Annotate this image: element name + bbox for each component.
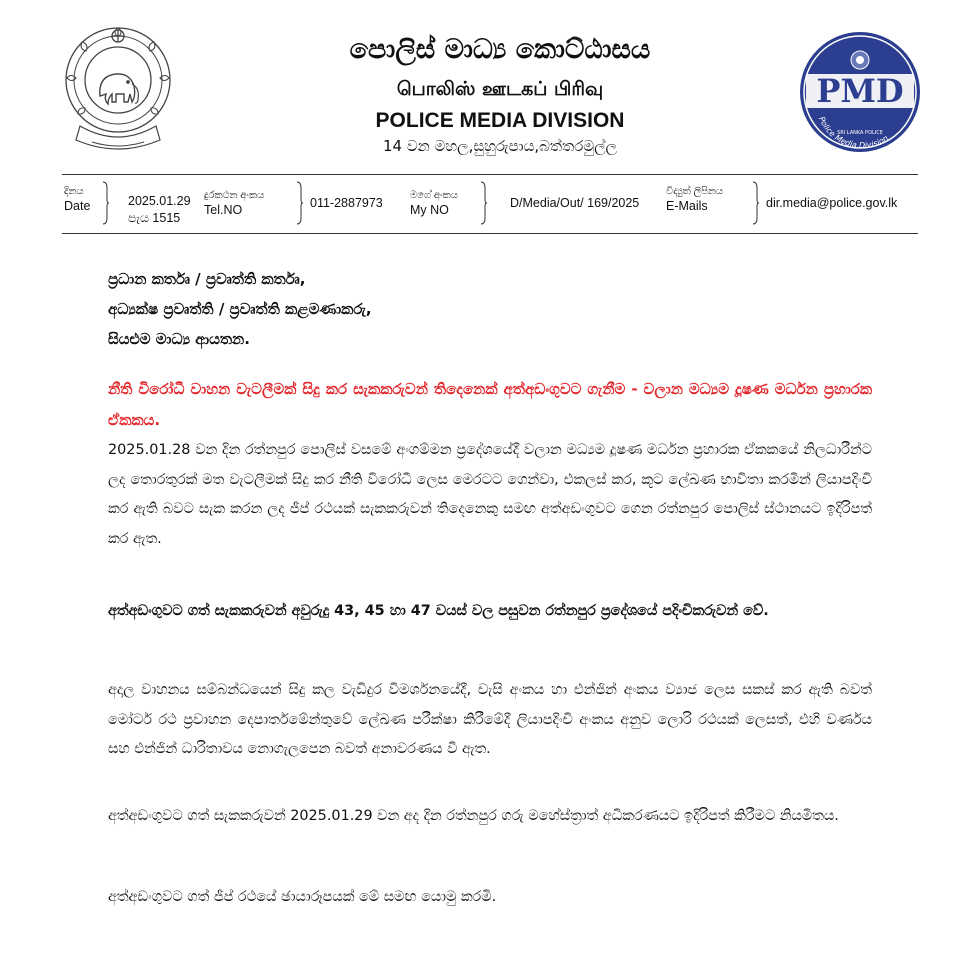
body-paragraph: අත්අඩංගුවට ගත් සැකකරුවන් අවුරුදු 43, 45 හා 47 වයස් වල පසුවන රත්නපුර ප්‍රදේශයේ පදිංචිකරුවන් වේ.	[108, 603, 769, 619]
brace-icon	[480, 181, 487, 225]
pmd-logo-text: PMD	[816, 72, 904, 110]
police-seal-elephant-icon	[58, 18, 178, 158]
brace-icon	[296, 181, 303, 225]
header-title-tamil: பொலிஸ் ஊடகப் பிரிவு	[396, 78, 604, 100]
pmd-logo-icon	[798, 30, 922, 154]
header-title-english: POLICE MEDIA DIVISION	[375, 109, 625, 132]
body-paragraph: අත්අඩංගුවට ගත් ජීප් රථයේ ඡායාරූපයක් මේ සමඟ යොමු කරමි.	[108, 889, 497, 905]
recipient-line: ප්‍රධාන කර්තෘ / ප්‍රවෘත්ති කර්තෘ,	[108, 270, 306, 288]
recipient-line: අධ්‍යක්ෂ ප්‍රවෘත්ති / ප්‍රවෘත්ති කළමණාකරු,	[108, 300, 372, 318]
date-value: 2025.01.29	[128, 194, 191, 208]
email-label-en: E-Mails	[666, 199, 708, 213]
myno-label	[410, 189, 458, 219]
reference-bar	[62, 174, 918, 234]
tel-label	[204, 189, 264, 219]
body-paragraph: අදාල වාහනය සම්බන්ධයෙන් සිදු කල වැඩිදුර විමර්ශනයේදී, චැසි අංකය හා එන්ජින් අංකය ව්‍යාජ ලෙස සකස් කර ඇති බවත් මෝටර් රථ ප්‍රවාහන දෙපාර්තමේන්තුවේ ලේඛණ පරීක්ෂා කිරීමේදී ලියාපදිංචි අංකය අනුව ලොරි රථයක් ලෙසත්, එහි වර්ණය සහ එන්ජින් ධාරිතාවය නොගැලපෙන බවත් අනාවරණය වී ඇත.	[108, 682, 872, 757]
body-paragraph: 2025.01.28 වන දින රත්නපුර පොලිස් වසමේ අංගම්මන ප්‍රදේශයේදී වලාන මධ්‍යම දූෂණ මර්ධන ප්‍රහාරක ඒකකයේ නිලධාරීන්ට ලද තොරතුරක් මත වැටලීමක් සිදු කර නීති විරෝධී ලෙස මෙරටට ගෙන්වා, එකලස් කර, කූට ලේඛණ භාවිතා කරමින් ලියාපදිංචි කර ඇති බවට සැක කරන ලද ජීප් රථයක් සැකකරුවන් තිදෙනෙකු සමඟ අත්අඩංගුවට ගෙන රත්නපුර පොලිස් ස්ථානයට ඉදිරිපත් කර ඇත.	[108, 442, 872, 547]
header-address: 14 වන මහල,සුහුරුපාය,බත්තරමුල්ල	[383, 137, 617, 155]
tel-label-en: Tel.NO	[204, 203, 243, 217]
pmd-logo	[798, 30, 922, 154]
myno-label-en: My NO	[410, 203, 449, 217]
myno-value: D/Media/Out/ 169/2025	[510, 196, 640, 210]
tel-label-si: දුරකථන අංකය	[204, 190, 265, 201]
recipients-block	[108, 264, 872, 354]
pmd-sub-text: SRI LANKA POLICE	[837, 130, 883, 136]
date-label	[64, 185, 90, 215]
brace-icon	[102, 181, 109, 225]
time-value: පැය 1515	[128, 211, 181, 225]
subject-heading: නීති විරෝධී වාහන වැටලීමක් සිදු කර සැකකරුවන් තිදෙනෙක් අත්අඩංගුවට ගැනීම - වලාන මධ්‍යම දූෂණ මර්ධන ප්‍රහාරක ඒකකය.	[108, 380, 872, 429]
date-value-block	[128, 193, 191, 227]
recipient-line: සියළුම මාධ්‍ය ආයතන.	[108, 330, 250, 348]
date-label-en: Date	[64, 199, 91, 213]
email-label-si: විද්‍යුත් ලිපිනය	[666, 186, 724, 197]
email-label	[666, 185, 723, 215]
body-paragraph: අත්අඩංගුවට ගත් සැකකරුවන් 2025.01.29 වන අද දින රත්නපුර ගරු මහේස්ත්‍රාත් අධිකරණයට ඉදිරිපත් කිරීමට නියමිතය.	[108, 808, 839, 824]
brace-icon	[752, 181, 759, 225]
pmd-ring-text: Police Media Division	[816, 115, 890, 151]
header-title-sinhala: පොලිස් මාධ්‍ය කොට්ඨාසය	[349, 34, 651, 65]
myno-label-si: මගේ අංකය	[410, 190, 458, 201]
email-value: dir.media@police.gov.lk	[766, 196, 898, 210]
tel-value: 011-2887973	[310, 196, 383, 210]
police-seal-logo	[58, 18, 178, 158]
date-label-si: දිනය	[64, 186, 84, 197]
